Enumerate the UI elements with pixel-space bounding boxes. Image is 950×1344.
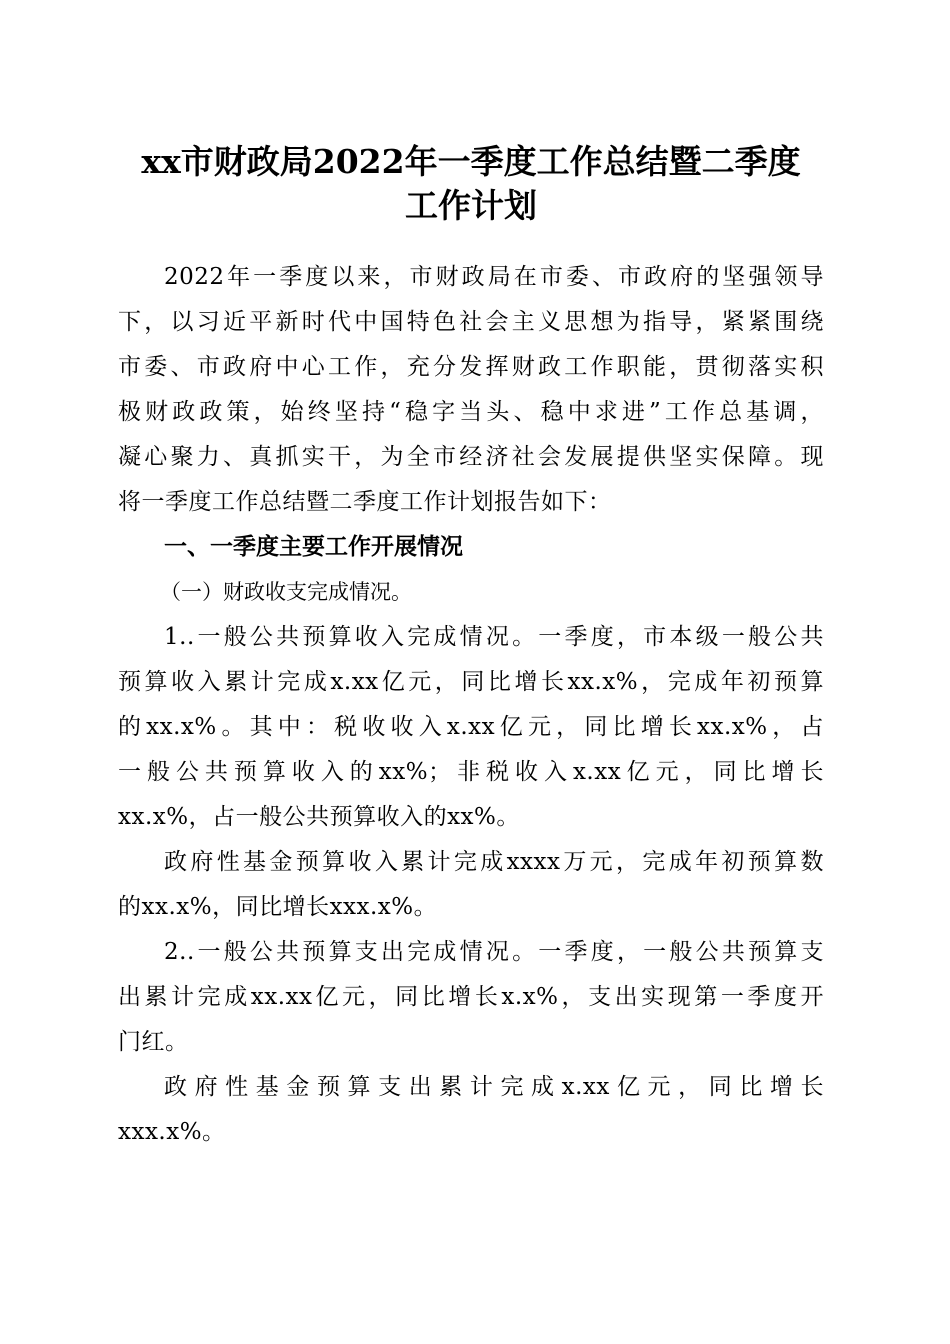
fund-income-paragraph bbox=[118, 840, 824, 930]
document-body bbox=[118, 255, 824, 1155]
text-line: 一般公共预算收入的xx%；非税收入x.xx亿元，同比增长 bbox=[118, 759, 824, 785]
text-line: xxx.x%。 bbox=[118, 1119, 226, 1145]
text-line: 门红。 bbox=[118, 1029, 189, 1055]
text-line: 2022年一季度以来，市财政局在市委、市政府的坚强领导 bbox=[164, 264, 824, 290]
text-line: 政府性基金预算支出累计完成x.xx亿元，同比增长 bbox=[164, 1074, 824, 1100]
text-line: 市委、市政府中心工作，充分发挥财政工作职能，贯彻落实积 bbox=[118, 354, 824, 380]
text-line: 1..一般公共预算收入完成情况。一季度，市本级一般公共 bbox=[164, 624, 824, 650]
text-line: 出累计完成xx.xx亿元，同比增长x.x%，支出实现第一季度开 bbox=[118, 984, 824, 1010]
subsection-heading: （一）财政收支完成情况。 bbox=[160, 580, 412, 604]
text-line: 政府性基金预算收入累计完成xxxx万元，完成年初预算数 bbox=[164, 849, 824, 875]
text-line: 极财政政策，始终坚持“稳字当头、稳中求进”工作总基调， bbox=[118, 399, 824, 425]
text-line: xx.x%，占一般公共预算收入的xx%。 bbox=[118, 804, 520, 830]
text-line: 的xx.x%，同比增长xxx.x%。 bbox=[118, 894, 438, 920]
text-line: 将一季度工作总结暨二季度工作计划报告如下： bbox=[118, 489, 612, 515]
section-heading: 一、一季度主要工作开展情况 bbox=[164, 534, 463, 560]
fund-expense-paragraph bbox=[118, 1065, 824, 1155]
text-line: 预算收入累计完成x.xx亿元，同比增长xx.x%，完成年初预算 bbox=[118, 669, 824, 695]
text-line: 下，以习近平新时代中国特色社会主义思想为指导，紧紧围绕 bbox=[118, 309, 824, 335]
title-line-2: 工作计划 bbox=[405, 186, 537, 225]
item-2-paragraph bbox=[118, 930, 824, 1065]
item-1-paragraph bbox=[118, 615, 824, 840]
document-title bbox=[118, 140, 824, 228]
text-line: 的xx.x%。其中：税收收入x.xx亿元，同比增长xx.x%，占 bbox=[118, 714, 824, 740]
text-line: 凝心聚力、真抓实干，为全市经济社会发展提供坚实保障。现 bbox=[118, 444, 824, 470]
text-line: 2..一般公共预算支出完成情况。一季度，一般公共预算支 bbox=[164, 939, 824, 965]
title-line-1: xx市财政局2022年一季度工作总结暨二季度 bbox=[141, 142, 801, 181]
intro-paragraph bbox=[118, 255, 824, 525]
